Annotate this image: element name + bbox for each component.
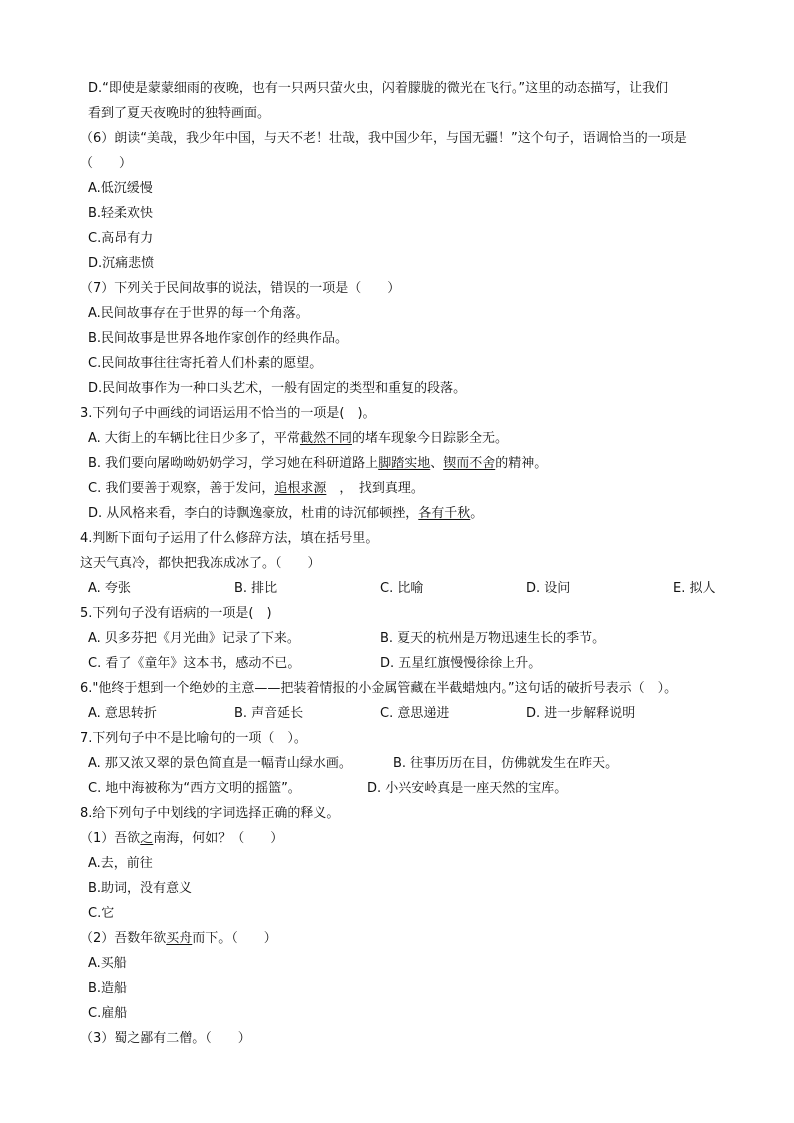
q7-options-row1 xyxy=(88,755,728,773)
q8-2-option-a: A.买船 xyxy=(88,956,127,971)
q3-option-d: D. 从风格来看，李白的诗飘逸豪放，杜甫的诗沉郁顿挫，各有千秋。 xyxy=(88,506,484,521)
underlined-word: 截然不同 xyxy=(299,431,352,446)
q7-option: A. 那又浓又翠的景色简直是一幅青山绿水画。 xyxy=(88,756,352,771)
q6-option-d: D.沉痛悲愤 xyxy=(88,256,155,271)
q8-1-option-c: C.它 xyxy=(88,906,115,921)
underlined-word: 买舟 xyxy=(166,931,193,946)
q8-1-sentence: （1）吾欲之南海，何如？（ ） xyxy=(80,831,284,846)
q8-2-sentence: （2）吾数年欲买舟而下。（ ） xyxy=(80,931,277,946)
q5-options-row2 xyxy=(88,655,728,673)
q4-sentence: 这天气真冷，都快把我冻成冰了。（ ） xyxy=(80,556,321,571)
q7-option-d: D.民间故事作为一种口头艺术，一般有固定的类型和重复的段落。 xyxy=(88,381,467,396)
underlined-word: 追根求源 xyxy=(274,481,327,496)
q6-sub-blank: （ ） xyxy=(80,156,133,171)
q6-option-b: B.轻柔欢快 xyxy=(88,206,154,221)
q4-title: 4.判断下面句子运用了什么修辞方法，填在括号里。 xyxy=(80,531,379,546)
q8-title: 8.给下列句子中划线的字词选择正确的释义。 xyxy=(80,806,340,821)
q4-option: C. 比喻 xyxy=(380,581,424,596)
q7-title: 7.下列句子中不是比喻句的一项（ ）。 xyxy=(80,731,307,746)
q4-options-row xyxy=(88,580,728,598)
q8-1-option-a: A.去，前往 xyxy=(88,856,153,871)
q6-option-c: C.高昂有力 xyxy=(88,231,154,246)
q6-option-a: A.低沉缓慢 xyxy=(88,181,153,196)
q7-option: B. 往事历历在目，仿佛就发生在昨天。 xyxy=(393,756,619,771)
q-d-option-line2: 看到了夏天夜晚时的独特画面。 xyxy=(88,106,271,121)
q8-1-option-b: B.助词，没有意义 xyxy=(88,881,193,896)
q5-title: 5.下列句子没有语病的一项是( ) xyxy=(80,606,272,621)
q4-option: A. 夸张 xyxy=(88,581,131,596)
q8-2-option-b: B.造船 xyxy=(88,981,128,996)
q6-title: 6."他终于想到一个绝妙的主意——把装着情报的小金属管藏在半截蜡烛内。”这句话的破折号表示（ ）。 xyxy=(80,681,678,696)
q7-option-b: B.民间故事是世界各地作家创作的经典作品。 xyxy=(88,331,349,346)
q6-option: A. 意思转折 xyxy=(88,706,157,721)
q5-options-row1 xyxy=(88,630,728,648)
q5-option: D. 五星红旗慢慢徐徐上升。 xyxy=(380,656,542,671)
q7-option-a: A.民间故事存在于世界的每一个角落。 xyxy=(88,306,309,321)
q3-option-b: B. 我们要向屠呦呦奶奶学习，学习她在科研道路上脚踏实地、锲而不舍的精神。 xyxy=(88,456,548,471)
q4-option: E. 拟人 xyxy=(673,581,716,596)
q8-2-option-c: C.雇船 xyxy=(88,1006,128,1021)
q3-option-a: A. 大街上的车辆比往日少多了，平常截然不同的堵车现象今日踪影全无。 xyxy=(88,431,508,446)
q7-options-row2 xyxy=(88,780,728,798)
q4-option: D. 设问 xyxy=(526,581,571,596)
q6-options-row xyxy=(88,705,728,723)
underlined-word: 脚踏实地 xyxy=(378,456,431,471)
underlined-word: 之 xyxy=(140,831,154,846)
q6-sub-title: （6）朗读“美哉，我少年中国，与天不老！壮哉，我中国少年，与国无疆！”这个句子，语调恰当的一项是 xyxy=(80,131,687,146)
q5-option: C. 看了《童年》这本书，感动不已。 xyxy=(88,656,301,671)
q4-option: B. 排比 xyxy=(234,581,278,596)
q5-option: B. 夏天的杭州是万物迅速生长的季节。 xyxy=(380,631,606,646)
q7-option: D. 小兴安岭真是一座天然的宝库。 xyxy=(367,781,568,796)
q8-3-sentence: （3）蜀之鄙有二僧。（ ） xyxy=(80,1031,251,1046)
q3-option-c: C. 我们要善于观察，善于发问，追根求源 ， 找到真理。 xyxy=(88,481,424,496)
q-d-option-line1: D.“即使是蒙蒙细雨的夜晚，也有一只两只萤火虫，闪着朦胧的微光在飞行。”这里的动态描写，让我们 xyxy=(88,81,669,96)
q6-option: B. 声音延长 xyxy=(234,706,304,721)
q6-option: D. 进一步解释说明 xyxy=(526,706,636,721)
q3-title: 3.下列句子中画线的词语运用不恰当的一项是( )。 xyxy=(80,406,376,421)
q7-option: C. 地中海被称为“西方文明的摇篮”。 xyxy=(88,781,301,796)
q7-sub-title: （7）下列关于民间故事的说法，错误的一项是（ ） xyxy=(80,281,401,296)
q5-option: A. 贝多芬把《月光曲》记录了下来。 xyxy=(88,631,300,646)
underlined-word: 锲而不舍 xyxy=(443,456,496,471)
q7-option-c: C.民间故事往往寄托着人们朴素的愿望。 xyxy=(88,356,323,371)
q6-option: C. 意思递进 xyxy=(380,706,450,721)
underlined-word: 各有千秋 xyxy=(418,506,471,521)
